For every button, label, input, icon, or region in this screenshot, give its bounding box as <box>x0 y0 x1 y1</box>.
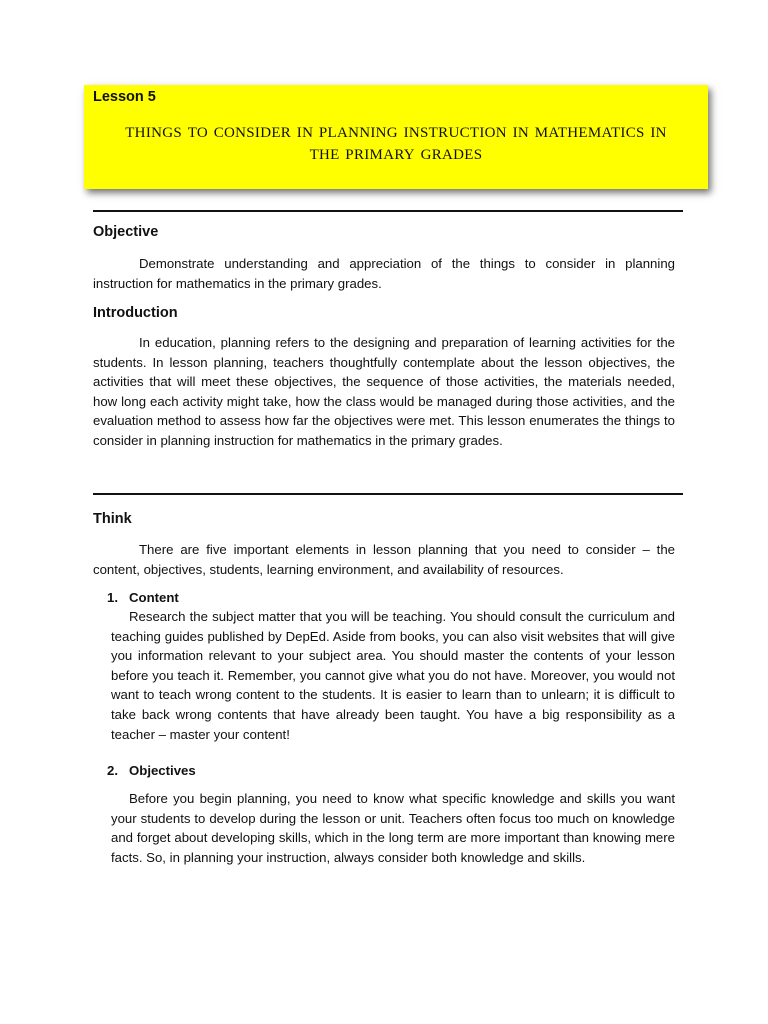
section-divider <box>93 493 683 495</box>
objective-heading: Objective <box>93 224 159 240</box>
introduction-paragraph: In education, planning refers to the designing and preparation of learning activities for the students. In lesson planning, teachers thoughtfully contemplate about the lesson objectives, the activities that will meet these objectives, the sequence of those activities, the materials needed, how long each activity might take, how the class would be managed during those activities, and the evaluation method to assess how far the objectives were met. This lesson enumerates the things to consider in planning instruction for mathematics in the primary grades. <box>93 335 675 448</box>
introduction-heading: Introduction <box>93 305 178 321</box>
list-item-title: Content <box>129 590 179 605</box>
lesson-title-banner <box>84 85 708 189</box>
list-item-number: 2. <box>107 763 118 778</box>
think-heading: Think <box>93 511 132 527</box>
list-item-number: 1. <box>107 590 118 605</box>
objective-paragraph: Demonstrate understanding and appreciation of the things to consider in planning instruction for mathematics in the primary grades. <box>93 256 675 291</box>
objectives-paragraph: Before you begin planning, you need to know what specific knowledge and skills you want your students to develop during the lesson or unit. Teachers often focus too much on knowledge and forget about developing skills, which in the long term are more important than knowing mere facts. So, in planning your instruction, always consider both knowledge and skills. <box>111 791 675 865</box>
section-divider <box>93 210 683 212</box>
lesson-title: things to consider in planning instruction in mathematics in the primary grades <box>125 118 667 164</box>
list-item-title: Objectives <box>129 763 196 778</box>
lesson-number-label: Lesson 5 <box>93 89 156 105</box>
list-item-heading <box>107 763 196 778</box>
content-paragraph: Research the subject matter that you will be teaching. You should consult the curriculum and teaching guides published by DepEd. Aside from books, you can also visit websites that will give you information relevant to your subject area. You should master the contents of your lesson before you teach it. Remember, you cannot give what you do not have. Moreover, you would not want to teach wrong content to the students. It is easier to learn than to unlearn; it is difficult to take back wrong contents that have already been taught. You have a big responsibility as a teacher – master your content! <box>111 609 675 742</box>
think-paragraph: There are five important elements in lesson planning that you need to consider – the content, objectives, students, learning environment, and availability of resources. <box>93 542 675 577</box>
list-item-heading <box>107 590 179 605</box>
